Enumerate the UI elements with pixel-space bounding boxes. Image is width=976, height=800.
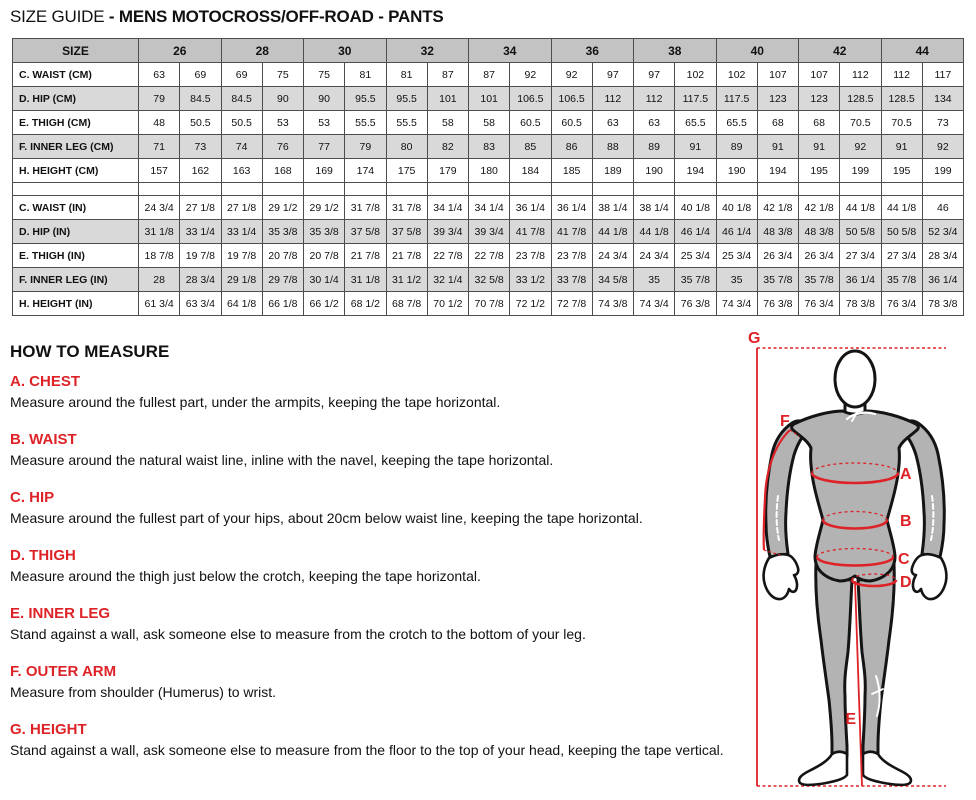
measure-section-text: Measure around the thigh just below the crotch, keeping the tape horizontal. (10, 568, 481, 584)
row-label: F. INNER LEG (CM) (13, 135, 139, 159)
table-cell: 31 1/8 (139, 220, 180, 244)
size-column-header: 40 (716, 39, 799, 63)
table-cell: 70 1/2 (427, 292, 468, 316)
measure-section-outer-arm (10, 664, 742, 701)
table-row (13, 292, 964, 316)
row-label: D. HIP (CM) (13, 87, 139, 111)
table-cell: 28 3/4 (922, 244, 963, 268)
table-cell: 55.5 (345, 111, 386, 135)
spacer-cell (799, 183, 840, 196)
table-cell: 65.5 (675, 111, 716, 135)
table-row (13, 87, 964, 111)
how-to-measure-title: HOW TO MEASURE (10, 342, 170, 361)
table-cell: 52 3/4 (922, 220, 963, 244)
table-cell: 35 7/8 (757, 268, 798, 292)
table-cell: 123 (799, 87, 840, 111)
size-column-header: 42 (799, 39, 882, 63)
spacer-cell (716, 183, 757, 196)
size-table (12, 38, 964, 316)
table-cell: 190 (716, 159, 757, 183)
table-cell: 112 (881, 63, 922, 87)
table-cell: 63 (139, 63, 180, 87)
table-cell: 72 7/8 (551, 292, 592, 316)
table-cell: 29 7/8 (262, 268, 303, 292)
table-cell: 89 (716, 135, 757, 159)
table-header-row (13, 39, 964, 63)
table-cell: 199 (840, 159, 881, 183)
table-cell: 76 3/4 (799, 292, 840, 316)
measure-section-label: C. HIP (10, 489, 55, 506)
table-cell: 22 7/8 (427, 244, 468, 268)
measure-section-label: G. HEIGHT (10, 721, 87, 738)
table-cell: 37 5/8 (345, 220, 386, 244)
table-cell: 50.5 (180, 111, 221, 135)
table-cell: 91 (675, 135, 716, 159)
head (835, 351, 875, 407)
table-cell: 195 (799, 159, 840, 183)
spacer-cell (840, 183, 881, 196)
measure-section-hip (10, 490, 742, 527)
table-cell: 169 (304, 159, 345, 183)
table-cell: 180 (469, 159, 510, 183)
size-column-header: 30 (304, 39, 387, 63)
measure-sections (10, 374, 742, 780)
page-title-rest: - MENS MOTOCROSS/OFF-ROAD - PANTS (108, 7, 444, 26)
table-cell: 92 (922, 135, 963, 159)
table-cell: 74 3/4 (716, 292, 757, 316)
table-cell: 34 5/8 (592, 268, 633, 292)
table-row (13, 196, 964, 220)
table-cell: 31 1/2 (386, 268, 427, 292)
table-cell: 123 (757, 87, 798, 111)
measure-section-inner-leg (10, 606, 742, 643)
table-cell: 89 (634, 135, 675, 159)
table-cell: 53 (304, 111, 345, 135)
table-cell: 92 (551, 63, 592, 87)
table-cell: 61 3/4 (139, 292, 180, 316)
table-cell: 175 (386, 159, 427, 183)
table-cell: 112 (634, 87, 675, 111)
table-cell: 117.5 (675, 87, 716, 111)
table-cell: 194 (757, 159, 798, 183)
table-cell: 174 (345, 159, 386, 183)
table-cell: 82 (427, 135, 468, 159)
table-cell: 179 (427, 159, 468, 183)
row-label: H. HEIGHT (IN) (13, 292, 139, 316)
table-cell: 63 (634, 111, 675, 135)
table-cell: 26 3/4 (757, 244, 798, 268)
table-cell: 60.5 (551, 111, 592, 135)
table-cell: 68 7/8 (386, 292, 427, 316)
measurement-body-figure (736, 328, 976, 800)
table-cell: 117.5 (716, 87, 757, 111)
table-cell: 35 7/8 (799, 268, 840, 292)
table-cell: 35 (716, 268, 757, 292)
table-cell: 24 3/4 (139, 196, 180, 220)
table-cell: 50 5/8 (840, 220, 881, 244)
measure-section-label: E. INNER LEG (10, 605, 111, 622)
table-cell: 189 (592, 159, 633, 183)
spacer-cell (221, 183, 262, 196)
table-cell: 76 3/4 (881, 292, 922, 316)
table-cell: 81 (345, 63, 386, 87)
table-cell: 101 (469, 87, 510, 111)
figure-label-waist: B (900, 513, 912, 530)
table-cell: 29 1/2 (262, 196, 303, 220)
table-cell: 78 3/8 (840, 292, 881, 316)
size-column-header: 32 (386, 39, 469, 63)
table-cell: 87 (469, 63, 510, 87)
table-cell: 28 (139, 268, 180, 292)
table-cell: 31 7/8 (386, 196, 427, 220)
table-cell: 69 (180, 63, 221, 87)
table-cell: 69 (221, 63, 262, 87)
spacer-cell (881, 183, 922, 196)
spacer-cell (675, 183, 716, 196)
measure-section-label: A. CHEST (10, 373, 81, 390)
size-column-header: 26 (139, 39, 222, 63)
table-cell: 79 (345, 135, 386, 159)
table-cell: 106.5 (551, 87, 592, 111)
table-cell: 90 (304, 87, 345, 111)
table-cell: 31 7/8 (345, 196, 386, 220)
table-cell: 53 (262, 111, 303, 135)
table-cell: 29 1/8 (221, 268, 262, 292)
table-row (13, 244, 964, 268)
measure-section-text: Measure from shoulder (Humerus) to wrist. (10, 684, 277, 700)
table-cell: 68 (757, 111, 798, 135)
table-cell: 81 (386, 63, 427, 87)
table-cell: 91 (799, 135, 840, 159)
table-cell: 34 1/4 (427, 196, 468, 220)
table-cell: 41 7/8 (551, 220, 592, 244)
table-cell: 106.5 (510, 87, 551, 111)
table-cell: 97 (634, 63, 675, 87)
table-cell: 19 7/8 (180, 244, 221, 268)
table-cell: 36 1/4 (551, 196, 592, 220)
table-cell: 87 (427, 63, 468, 87)
spacer-cell (592, 183, 633, 196)
table-cell: 84.5 (221, 87, 262, 111)
row-label: F. INNER LEG (IN) (13, 268, 139, 292)
table-cell: 80 (386, 135, 427, 159)
row-label: H. HEIGHT (CM) (13, 159, 139, 183)
table-cell: 88 (592, 135, 633, 159)
table-row (13, 159, 964, 183)
table-cell: 102 (675, 63, 716, 87)
table-cell: 46 (922, 196, 963, 220)
table-cell: 76 (262, 135, 303, 159)
table-cell: 33 1/4 (221, 220, 262, 244)
table-cell: 38 1/4 (592, 196, 633, 220)
table-cell: 107 (799, 63, 840, 87)
table-cell: 48 (139, 111, 180, 135)
table-cell: 48 3/8 (757, 220, 798, 244)
size-column-header: 34 (469, 39, 552, 63)
measure-section-thigh (10, 548, 742, 585)
table-cell: 86 (551, 135, 592, 159)
table-cell: 23 7/8 (551, 244, 592, 268)
figure-label-thigh: D (900, 574, 912, 591)
table-cell: 34 1/4 (469, 196, 510, 220)
figure-label-height: G (748, 330, 761, 347)
table-spacer-row (13, 183, 964, 196)
measure-section-text: Stand against a wall, ask someone else to measure from the floor to the top of your head, keeping the tape vertical. (10, 742, 724, 758)
measure-section-label: D. THIGH (10, 547, 76, 564)
table-cell: 39 3/4 (469, 220, 510, 244)
table-cell: 46 1/4 (716, 220, 757, 244)
table-cell: 42 1/8 (757, 196, 798, 220)
table-cell: 190 (634, 159, 675, 183)
table-cell: 92 (510, 63, 551, 87)
table-cell: 75 (262, 63, 303, 87)
measure-section-text: Measure around the fullest part, under the armpits, keeping the tape horizontal. (10, 394, 501, 410)
spacer-cell (922, 183, 963, 196)
table-cell: 112 (592, 87, 633, 111)
spacer-cell (13, 183, 139, 196)
table-row (13, 63, 964, 87)
size-table-header-label: SIZE (13, 39, 139, 63)
table-cell: 194 (675, 159, 716, 183)
right-hand (912, 554, 947, 599)
spacer-cell (469, 183, 510, 196)
table-cell: 77 (304, 135, 345, 159)
table-row (13, 268, 964, 292)
table-cell: 27 1/8 (221, 196, 262, 220)
table-cell: 157 (139, 159, 180, 183)
table-cell: 26 3/4 (799, 244, 840, 268)
left-hand (764, 554, 799, 599)
row-label: E. THIGH (IN) (13, 244, 139, 268)
table-cell: 40 1/8 (716, 196, 757, 220)
table-cell: 74 (221, 135, 262, 159)
table-cell: 35 7/8 (675, 268, 716, 292)
table-cell: 68 (799, 111, 840, 135)
table-cell: 25 3/4 (716, 244, 757, 268)
table-cell: 22 7/8 (469, 244, 510, 268)
table-cell: 65.5 (716, 111, 757, 135)
table-cell: 35 7/8 (881, 268, 922, 292)
spacer-cell (634, 183, 675, 196)
measure-section-label: B. WAIST (10, 431, 77, 448)
table-cell: 90 (262, 87, 303, 111)
table-cell: 33 1/2 (510, 268, 551, 292)
table-cell: 184 (510, 159, 551, 183)
figure-label-hip: C (898, 551, 910, 568)
table-cell: 48 3/8 (799, 220, 840, 244)
table-cell: 66 1/8 (262, 292, 303, 316)
table-cell: 36 1/4 (840, 268, 881, 292)
table-cell: 35 3/8 (262, 220, 303, 244)
table-cell: 41 7/8 (510, 220, 551, 244)
row-label: E. THIGH (CM) (13, 111, 139, 135)
table-cell: 70 7/8 (469, 292, 510, 316)
table-cell: 58 (427, 111, 468, 135)
spacer-cell (180, 183, 221, 196)
table-cell: 75 (304, 63, 345, 87)
table-cell: 44 1/8 (592, 220, 633, 244)
table-cell: 112 (840, 63, 881, 87)
measure-section-text: Measure around the fullest part of your hips, about 20cm below waist line, keeping the tape horizontal. (10, 510, 643, 526)
table-cell: 27 1/8 (180, 196, 221, 220)
table-cell: 50 5/8 (881, 220, 922, 244)
table-cell: 117 (922, 63, 963, 87)
size-column-header: 36 (551, 39, 634, 63)
table-cell: 91 (757, 135, 798, 159)
table-cell: 32 1/4 (427, 268, 468, 292)
table-cell: 85 (510, 135, 551, 159)
measure-section-text: Stand against a wall, ask someone else to measure from the crotch to the bottom of your leg. (10, 626, 586, 642)
page-title-prefix: SIZE GUIDE (10, 7, 109, 26)
table-cell: 70.5 (881, 111, 922, 135)
spacer-cell (551, 183, 592, 196)
left-foot (799, 752, 847, 785)
table-cell: 73 (180, 135, 221, 159)
table-cell: 66 1/2 (304, 292, 345, 316)
table-cell: 84.5 (180, 87, 221, 111)
table-cell: 128.5 (881, 87, 922, 111)
table-cell: 92 (840, 135, 881, 159)
table-cell: 72 1/2 (510, 292, 551, 316)
table-cell: 78 3/8 (922, 292, 963, 316)
table-row (13, 135, 964, 159)
table-cell: 27 3/4 (840, 244, 881, 268)
table-cell: 83 (469, 135, 510, 159)
table-cell: 20 7/8 (304, 244, 345, 268)
table-row (13, 111, 964, 135)
spacer-cell (386, 183, 427, 196)
table-cell: 24 3/4 (592, 244, 633, 268)
spacer-cell (510, 183, 551, 196)
table-cell: 95.5 (345, 87, 386, 111)
table-cell: 163 (221, 159, 262, 183)
table-cell: 21 7/8 (345, 244, 386, 268)
table-cell: 102 (716, 63, 757, 87)
table-cell: 195 (881, 159, 922, 183)
table-cell: 70.5 (840, 111, 881, 135)
table-cell: 28 3/4 (180, 268, 221, 292)
table-cell: 18 7/8 (139, 244, 180, 268)
spacer-cell (139, 183, 180, 196)
right-foot (863, 752, 911, 785)
right-leg (858, 563, 894, 756)
table-cell: 25 3/4 (675, 244, 716, 268)
table-cell: 23 7/8 (510, 244, 551, 268)
size-column-header: 38 (634, 39, 717, 63)
table-cell: 74 3/4 (634, 292, 675, 316)
table-cell: 30 1/4 (304, 268, 345, 292)
table-cell: 185 (551, 159, 592, 183)
table-cell: 46 1/4 (675, 220, 716, 244)
table-cell: 38 1/4 (634, 196, 675, 220)
table-cell: 36 1/4 (922, 268, 963, 292)
figure-label-chest: A (900, 466, 912, 483)
table-cell: 24 3/4 (634, 244, 675, 268)
table-cell: 42 1/8 (799, 196, 840, 220)
table-cell: 32 5/8 (469, 268, 510, 292)
table-cell: 134 (922, 87, 963, 111)
table-cell: 74 3/8 (592, 292, 633, 316)
table-cell: 60.5 (510, 111, 551, 135)
table-cell: 19 7/8 (221, 244, 262, 268)
table-cell: 31 1/8 (345, 268, 386, 292)
table-cell: 21 7/8 (386, 244, 427, 268)
table-cell: 168 (262, 159, 303, 183)
table-cell: 20 7/8 (262, 244, 303, 268)
table-cell: 37 5/8 (386, 220, 427, 244)
table-cell: 73 (922, 111, 963, 135)
table-cell: 101 (427, 87, 468, 111)
spacer-cell (304, 183, 345, 196)
spacer-cell (757, 183, 798, 196)
table-cell: 44 1/8 (840, 196, 881, 220)
table-cell: 199 (922, 159, 963, 183)
table-cell: 58 (469, 111, 510, 135)
table-cell: 68 1/2 (345, 292, 386, 316)
table-cell: 36 1/4 (510, 196, 551, 220)
spacer-cell (262, 183, 303, 196)
table-cell: 39 3/4 (427, 220, 468, 244)
table-cell: 27 3/4 (881, 244, 922, 268)
measure-section-chest (10, 374, 742, 411)
table-cell: 40 1/8 (675, 196, 716, 220)
table-cell: 128.5 (840, 87, 881, 111)
table-cell: 95.5 (386, 87, 427, 111)
table-cell: 50.5 (221, 111, 262, 135)
page-title (10, 7, 444, 27)
table-cell: 63 (592, 111, 633, 135)
table-cell: 91 (881, 135, 922, 159)
row-label: C. WAIST (IN) (13, 196, 139, 220)
measure-section-height (10, 722, 742, 759)
table-cell: 44 1/8 (634, 220, 675, 244)
table-cell: 64 1/8 (221, 292, 262, 316)
row-label: D. HIP (IN) (13, 220, 139, 244)
size-column-header: 28 (221, 39, 304, 63)
measure-section-waist (10, 432, 742, 469)
spacer-cell (345, 183, 386, 196)
table-cell: 71 (139, 135, 180, 159)
table-cell: 97 (592, 63, 633, 87)
table-cell: 35 3/8 (304, 220, 345, 244)
table-cell: 33 7/8 (551, 268, 592, 292)
table-cell: 107 (757, 63, 798, 87)
table-cell: 76 3/8 (675, 292, 716, 316)
measure-section-text: Measure around the natural waist line, inline with the navel, keeping the tape horizontal. (10, 452, 554, 468)
figure-label-outer-arm: F (780, 413, 790, 430)
table-cell: 162 (180, 159, 221, 183)
row-label: C. WAIST (CM) (13, 63, 139, 87)
table-cell: 76 3/8 (757, 292, 798, 316)
table-row (13, 220, 964, 244)
table-cell: 79 (139, 87, 180, 111)
size-table-body (13, 63, 964, 316)
measure-section-label: F. OUTER ARM (10, 663, 117, 680)
table-cell: 33 1/4 (180, 220, 221, 244)
spacer-cell (427, 183, 468, 196)
table-cell: 55.5 (386, 111, 427, 135)
figure-label-inner-leg: E (845, 711, 856, 728)
table-cell: 44 1/8 (881, 196, 922, 220)
size-column-header: 44 (881, 39, 964, 63)
table-cell: 63 3/4 (180, 292, 221, 316)
table-cell: 35 (634, 268, 675, 292)
table-cell: 29 1/2 (304, 196, 345, 220)
